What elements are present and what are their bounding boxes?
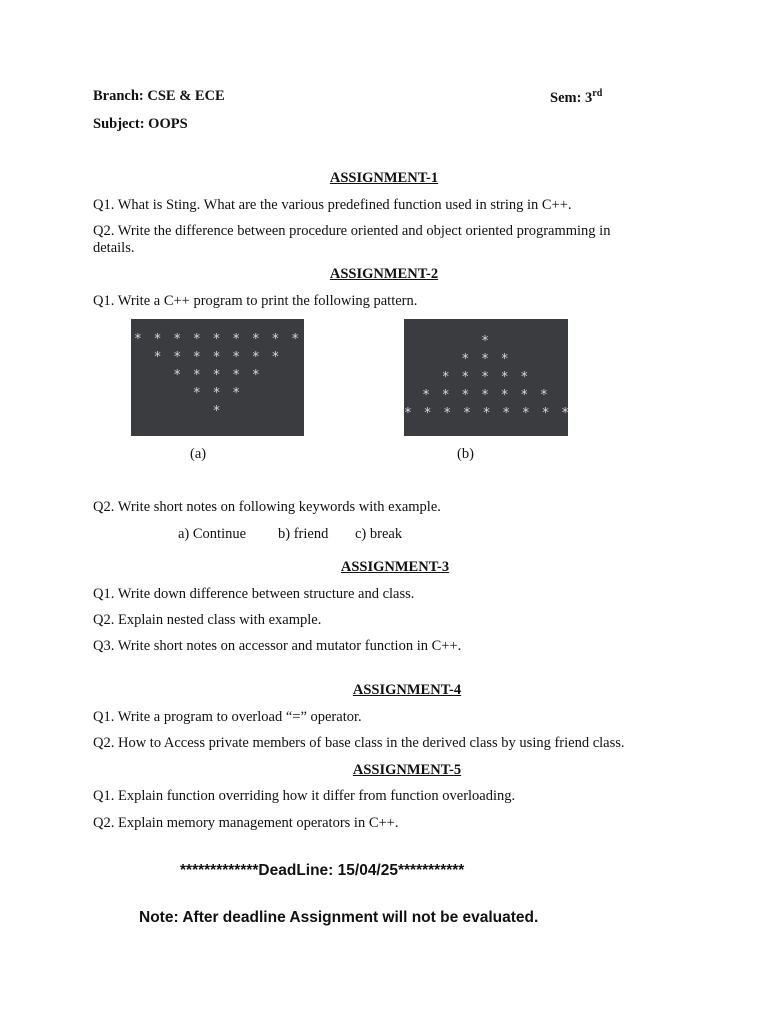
pattern-b-row: * * * * * [441, 370, 531, 385]
assignment-2-title: ASSIGNMENT-2 [329, 266, 439, 282]
pattern-a-row: * * * * * * * [153, 350, 282, 365]
a3-question-2: Q2. Explain nested class with example. [93, 612, 322, 628]
a4-question-2: Q2. How to Access private members of base class in the derived class by using friend class. [93, 735, 625, 751]
pattern-b-image [404, 319, 572, 436]
pattern-b-row: * [481, 334, 491, 349]
a5-question-1: Q1. Explain function overriding how it differ from function overloading. [93, 788, 516, 804]
semester-label [550, 88, 602, 107]
assignment-5-title: ASSIGNMENT-5 [352, 762, 462, 778]
pattern-b-row: * * * * * * * * * [404, 406, 572, 421]
deadline-line: *************DeadLine: 15/04/25*********** [180, 862, 465, 879]
a3-question-3: Q3. Write short notes on accessor and mutator function in C++. [93, 638, 462, 654]
a1-question-2-line-1: Q2. Write the difference between procedure oriented and object oriented programming in [93, 223, 611, 239]
subject-label: Subject: OOPS [93, 116, 188, 132]
a1-question-2-line-2: details. [93, 240, 135, 256]
a2-question-2: Q2. Write short notes on following keywords with example. [93, 499, 441, 515]
pattern-b-row: * * * * * * * [422, 388, 550, 403]
pattern-a-row: * * * * * * * * * [133, 332, 302, 347]
branch-label: Branch: CSE & ECE [93, 88, 225, 104]
pattern-a-row: * * * * * [173, 368, 262, 383]
semester-superscript: rd [592, 88, 603, 99]
pattern-a-row: * [212, 404, 223, 419]
deadline-note: Note: After deadline Assignment will not be evaluated. [139, 909, 539, 926]
assignment-1-title: ASSIGNMENT-1 [329, 170, 439, 186]
pattern-a-image [131, 319, 304, 436]
keyword-option: b) friend [278, 526, 329, 542]
assignment-4-title: ASSIGNMENT-4 [352, 682, 462, 698]
a1-question-1: Q1. What is Sting. What are the various predefined function used in string in C++. [93, 197, 572, 213]
caption-a: (a) [190, 446, 207, 462]
keyword-option: c) break [355, 526, 403, 542]
a2-question-1: Q1. Write a C++ program to print the following pattern. [93, 293, 418, 309]
pattern-b-row: * * * [461, 352, 511, 367]
keyword-option: a) Continue [178, 526, 247, 542]
a3-question-1: Q1. Write down difference between structure and class. [93, 586, 415, 602]
caption-b: (b) [457, 446, 474, 462]
a5-question-2: Q2. Explain memory management operators in C++. [93, 815, 399, 831]
semester-text: Sem: 3 [550, 89, 593, 106]
pattern-a-row: * * * [192, 386, 243, 401]
a4-question-1: Q1. Write a program to overload “=” operator. [93, 709, 362, 725]
assignment-3-title: ASSIGNMENT-3 [340, 559, 450, 575]
